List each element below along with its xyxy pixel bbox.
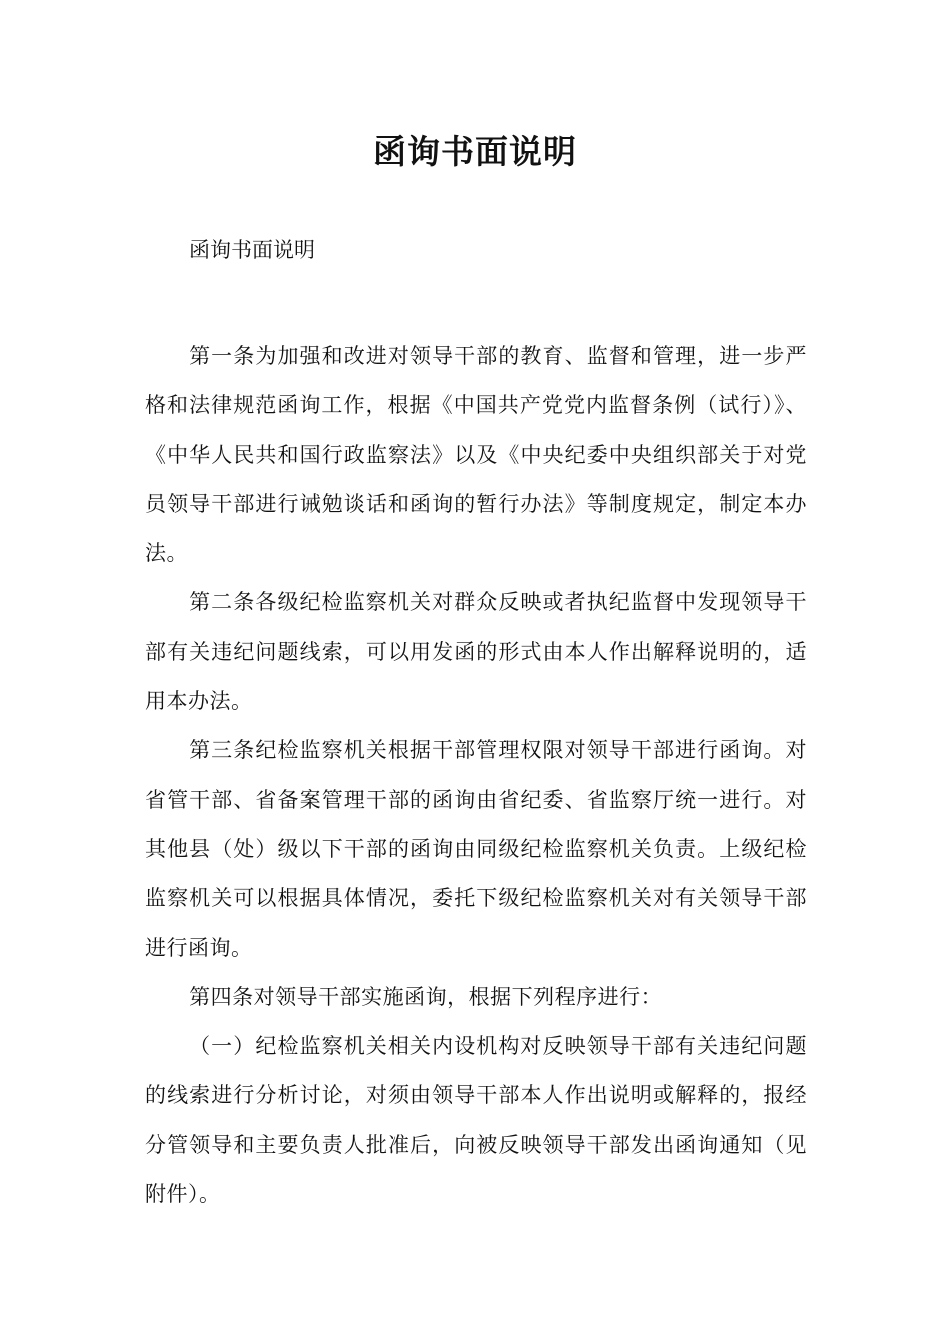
paragraph-article-3: 第三条纪检监察机关根据干部管理权限对领导干部进行函询。对省管干部、省备案管理干部的函询由省纪委、省监察厅统一进行。对其他县（处）级以下干部的函询由同级纪检监察机关负责。上级纪检监察机关可以根据具体情况，委托下级纪检监察机关对有关领导干部进行函询。 [145,738,807,960]
paragraph-article-1: 第一条为加强和改进对领导干部的教育、监督和管理，进一步严格和法律规范函询工作，根据《中国共产党党内监督条例（试行）》、《中华人民共和国行政监察法》以及《中央纪委中央组织部关于对党员领导干部进行诫勉谈话和函询的暂行办法》等制度规定，制定本办法。 [145,344,807,566]
document-body [145,332,807,1219]
paragraph-article-2: 第二条各级纪检监察机关对群众反映或者执纪监督中发现领导干部有关违纪问题线索，可以用发函的形式由本人作出解释说明的，适用本办法。 [145,590,807,714]
paragraph-item-1: （一）纪检监察机关相关内设机构对反映领导干部有关违纪问题的线索进行分析讨论，对须由领导干部本人作出说明或解释的，报经分管领导和主要负责人批准后，向被反映领导干部发出函询通知（见附件）。 [145,1034,807,1207]
paragraph-article-4: 第四条对领导干部实施函询，根据下列程序进行： [189,984,663,1009]
document-title: 函询书面说明 [373,132,577,171]
document-subtitle: 函询书面说明 [189,238,315,262]
